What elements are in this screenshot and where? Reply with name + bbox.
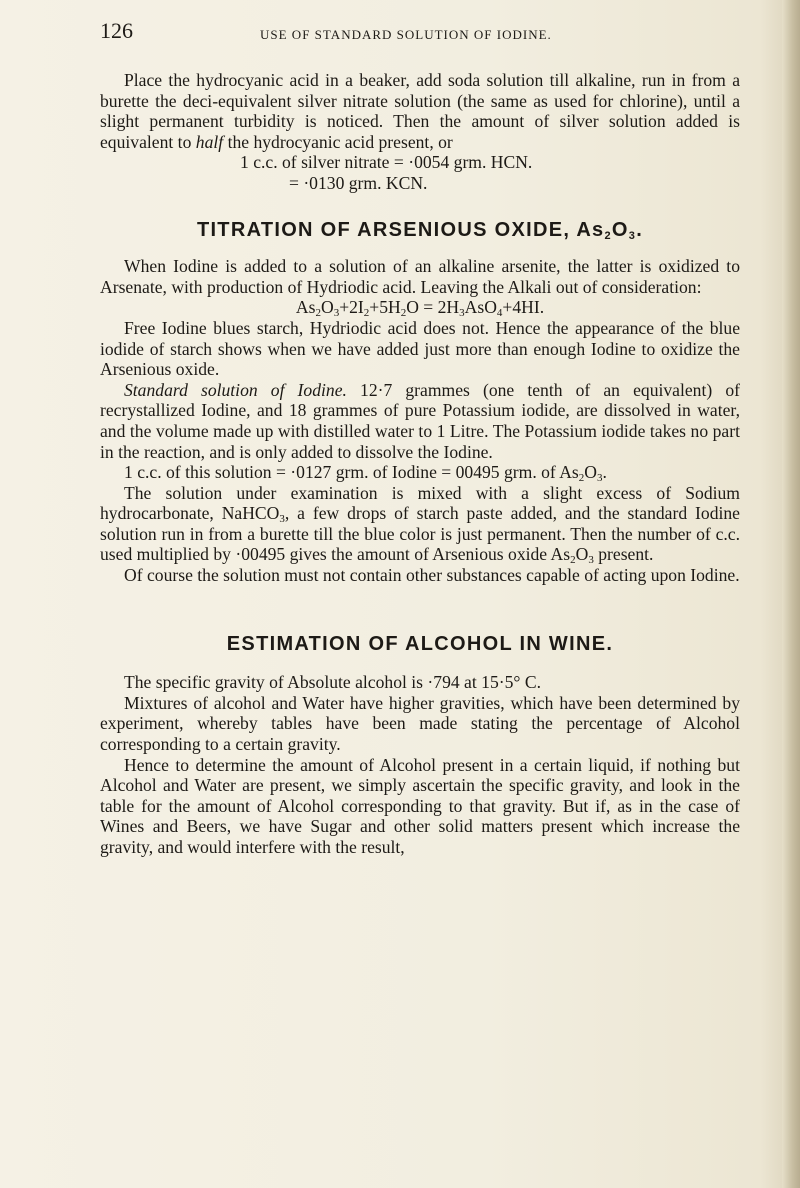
page-number: 126 [100, 18, 133, 43]
paragraph-determine: Hence to determine the amount of Alcohol present in a certain liquid, if nothing but Alcohol and Water are present, we simply ascertain the specific gravity, and look in the table for the amount of Alcohol corresponding to that gravity. But if, as in the case of Wines and Beers, we have Sugar and other solid matters present which increase the gravity, and would interfere with the result, [100, 754, 740, 857]
paragraph-iodine-intro: When Iodine is added to a solution of an alkaline arsenite, the latter is oxidized to Arsenate, with production of Hydriodic acid. Leaving the Alkali out of consideration: [100, 256, 740, 297]
paragraph-caution: Of course the solution must not contain other substances capable of acting upon Iodine. [124, 565, 740, 586]
emphasis-half: half [195, 131, 224, 152]
section-heading-arsenious: TITRATION OF ARSENIOUS OXIDE, $As_2O_3$. [196, 218, 644, 242]
page-edge-shadow [782, 0, 800, 1188]
paragraph-text: the hydrocyanic acid present, or [227, 131, 453, 152]
standard-solution-label: Standard solution of Iodine. [124, 379, 347, 400]
chemical-equation: $As_2O_3+2I_2+5H_2O = 2H_3AsO_4+4HI$. [295, 297, 545, 320]
formula-line-hcn: 1 c.c. of silver nitrate = ·0054 grm. HCN. [240, 152, 533, 173]
running-head: USE OF STANDARD SOLUTION OF IODINE. [260, 27, 552, 42]
formula-line-kcn: = ·0130 grm. KCN. [289, 172, 428, 193]
paragraph-text: Place the hydrocyanic acid in a beaker, add soda solution till alkaline, run in from a burette the deci-equivalent silver nitrate solution (the same as used for chlorine), until a slight permanent turbidity is noticed. Then the amount of silver solution added is equivalent to [100, 70, 740, 152]
paragraph-text: 12·7 grammes (one tenth of an equivalent) of recrystallized Iodine, and 18 grammes of pure Potassium iodide, are dissolved in water, and the volume made up with distilled water to 1 Litre. The Potassium iodide takes no part in the reaction, and is only added to dissolve the Iodine. [100, 379, 740, 462]
section-heading-alcohol: ESTIMATION OF ALCOHOL IN WINE. [226, 632, 614, 655]
paragraph-specific-gravity: The specific gravity of Absolute alcohol is ·794 at 15·5° C. [124, 672, 541, 693]
page-body [100, 70, 740, 858]
paragraph-cc-equivalent: 1 c.c. of this solution = ·0127 grm. of Iodine = 00495 grm. of $As_2O_3$. [124, 462, 607, 485]
paragraph-free-iodine: Free Iodine blues starch, Hydriodic acid does not. Hence the appearance of the blue iodide of starch shows when we have added just more than enough Iodine to oxidize the Arsenious oxide. [100, 317, 740, 380]
paragraph-standard-solution [100, 380, 740, 462]
paragraph-hydrocyanic [100, 70, 740, 152]
page-header [100, 18, 740, 52]
paragraph-method: The solution under examination is mixed with a slight excess of Sodium hydrocarbonate, NaHCO$_3$, a few drops of starch paste added, and the standard Iodine solution run in from a burette till the blue color is just permanent. Then the number of c.c. used multiplied by ·00495 gives the amount of Arsenious oxide $As_2O_3$ present. [100, 482, 740, 567]
paragraph-mixtures: Mixtures of alcohol and Water have higher gravities, which have been determined by experiment, whereby tables have been made stating the percentage of Alcohol corresponding to a certain gravity. [100, 692, 740, 755]
